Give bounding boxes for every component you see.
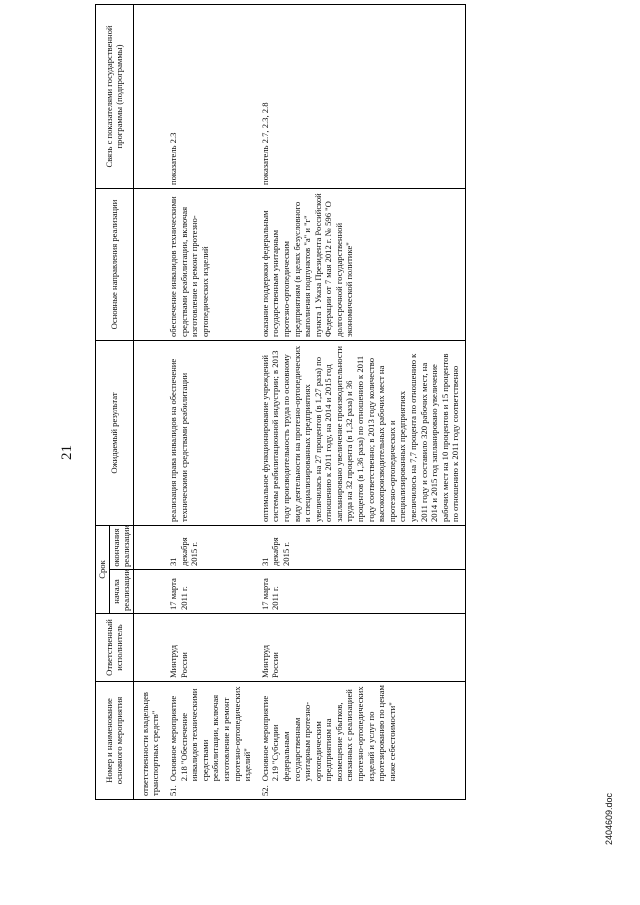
page-number: 21	[59, 445, 75, 460]
start-cell: 17 марта 2011 г.	[257, 570, 466, 614]
link-cell: показатель 2.3	[165, 4, 257, 188]
table-row	[257, 4, 466, 799]
measure-name: Основное мероприятие 2.18 "Обеспечение инвалидов техническими средствами реабилитации, включая изготовление и ремонт протезно-ортопедических изделий"	[167, 686, 253, 782]
executor-cell: Минтруд России	[257, 614, 466, 682]
header-term: Срок	[96, 525, 110, 613]
header-name: Номер и наименование основного мероприятия	[96, 682, 134, 800]
link-cell: показатель 2.7, 2.3, 2.8	[257, 4, 466, 188]
header-result: Ожидаемый результат	[96, 340, 134, 525]
header-executor: Ответственный исполнитель	[96, 614, 134, 682]
end-cell: 31 декабря 2015 г.	[165, 525, 257, 569]
row-number: 51.	[167, 785, 178, 796]
continuation-row	[133, 4, 165, 799]
measure-name: Основное мероприятие 2.19 "Субсидии федеральным государственным унитарным протезно-ортопедическим предприятиям на возмещение убытков, связанных с реализацией протезно-ортопедических изделий и услуг по протезированию по ценам ниже себестоимости"	[259, 685, 397, 782]
measures-table	[95, 4, 466, 800]
result-cell: оптимальное функционирование учреждений системы реабилитационной индустрии; в 2013 году производительность труда по основному виду деятельности на протезно-ортопедических и специализированных предприятиях увеличилась на 27 процентов (в 1,27 раза) по отношению к 2011 году, на 2014 и 2015 год запланировано увеличение производительности труда на 32 процента (в 1,32 раза) и 36 процентов (в 1,36 раза) по отношению к 2011 году соответственно; в 2013 году количество высокопроизводительных рабочих мест на протезно-ортопедических и специализированных предприятиях увеличилось на 7,7 процента по отношению к 2011 году и составило 320 рабочих мест, на 2014 и 2015 год запланировано увеличение рабочих мест на 10 процентов и 15 процентов по отношению к 2011 году соответственно	[257, 340, 466, 525]
result-cell: реализация права инвалидов на обеспечение техническими средствами реабилитации	[165, 340, 257, 525]
row-number: 52.	[259, 785, 270, 796]
end-cell: 31 декабря 2015 г.	[257, 525, 466, 569]
header-link: Связь с показателями государственной программы (подпрограммы)	[96, 4, 134, 188]
measure-name-cell	[168, 685, 253, 796]
directions-cell: оказание поддержки федеральным государственным унитарным протезно-ортопедическим предприятиям (в целях безусловного выполнения подпунктов "а" и "г" пункта 1 Указа Президента Российской Федерации от 7 мая 2012 г. № 596 "О долгосрочной государственной экономической политике"	[257, 188, 466, 340]
directions-cell: обеспечение инвалидов техническими средствами реабилитации, включая изготовление и ремонт протезно-ортопедических изделий	[165, 188, 257, 340]
header-end: окончания реализации	[109, 525, 133, 569]
continuation-text: ответственности владельцев транспортных средств"	[133, 682, 165, 800]
executor-cell: Минтруд России	[165, 614, 257, 682]
measure-name-cell	[260, 685, 398, 796]
file-label: 2404609.doc	[604, 792, 614, 845]
start-cell: 17 марта 2011 г.	[165, 570, 257, 614]
header-directions: Основные направления реализации	[96, 188, 134, 340]
table-row	[165, 4, 257, 799]
header-start: начала реализации	[109, 570, 133, 614]
